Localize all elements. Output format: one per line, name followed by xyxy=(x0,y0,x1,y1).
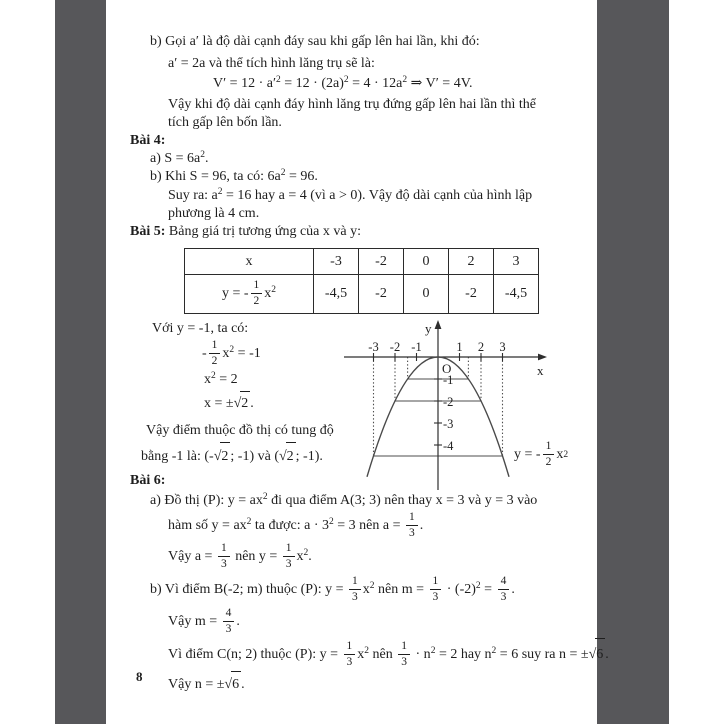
table-function-label: y = - $\frac{1}{2}$ $x^2$ xyxy=(185,275,314,314)
exercise-6b-line-2: Vậy m = $\frac{4}{3}$ . xyxy=(168,607,240,635)
x-tick-label: -2 xyxy=(389,340,401,355)
y-tick-label: -2 xyxy=(443,395,454,410)
x-tick-label: -3 xyxy=(368,340,379,355)
y-tick-label: -3 xyxy=(443,417,454,432)
prism-conclusion-line-1: Vậy khi độ dài cạnh đáy hình lăng trụ đứng gấp lên hai lần thì thể xyxy=(168,96,536,112)
exercise-4a-line: a) $S = 6a^2$. xyxy=(150,150,209,167)
table-value-row: y = - $\frac{1}{2}$ $x^2$ -4,5 -2 0 -2 -4,5 xyxy=(185,275,539,314)
equation-line-3: x = ±√2 . xyxy=(204,391,342,416)
table-header-x: x xyxy=(185,249,314,275)
y-axis-label: y xyxy=(425,321,432,337)
with-y-line: Với y = -1, ta có: xyxy=(152,321,249,337)
conclusion-line-2: bằng -1 là: (-√2 ; -1) và (√2 ; -1). xyxy=(141,442,342,470)
exercise-6b-line-4: Vậy n = ±√6 . xyxy=(168,671,588,698)
y-tick-label: -4 xyxy=(443,439,454,454)
conclusion-line-1: Vậy điểm thuộc đồ thị có tung độ xyxy=(146,423,334,439)
prism-volume-formula: $V' = 12 \cdot a'^2 = 12 \cdot (2a)^2 = 4 \cdot 12a^2$ ⇒ V′ = 4V. xyxy=(213,75,473,92)
x-axis-arrow xyxy=(538,354,547,361)
origin-label: O xyxy=(442,361,452,377)
prism-conclusion-line-2: tích gấp lên bốn lần. xyxy=(168,114,282,130)
x-tick-label: 1 xyxy=(456,340,463,355)
exercise-5-solution-text xyxy=(130,319,342,469)
exercise-6a-line-1: a) Đồ thị (P): $y = ax^2$ đi qua điểm A(3; 3) nên thay x = 3 và y = 3 vào xyxy=(150,492,538,509)
x-tick-label: 2 xyxy=(477,340,485,355)
parabola-figure xyxy=(342,319,588,469)
exercise-4b-result-line-1: Suy ra: $a^2 = 16$ hay a = 4 (vì a > 0). Vậy độ dài cạnh của hình lập xyxy=(168,186,533,203)
exercise-6b-line-1: b) Vì điểm B(-2; m) thuộc (P): y = $\frac{1}{3}$ $x^2$ nên m = $\frac{1}{3}$ · $(-2)^2$ = $\frac{4}{3}$ . xyxy=(150,575,515,603)
prism-side-line: a′ = 2a và thể tích hình lăng trụ sẽ là: xyxy=(168,56,375,72)
exercise-5-heading: Bài 5: Bảng giá trị tương ứng của x và y: xyxy=(130,224,361,240)
x-axis-label: x xyxy=(537,363,544,379)
exercise-4b-result-line-2: phương là 4 cm. xyxy=(168,205,260,221)
x-tick-label: 3 xyxy=(499,340,506,355)
exercise-6-heading: Bài 6: xyxy=(130,473,166,489)
exercise-6a-line-3: Vậy a = $\frac{1}{3}$ nên y = $\frac{1}{3}$ $x^2$. xyxy=(168,542,312,570)
exercise-4-heading: Bài 4: xyxy=(130,133,166,149)
exercise-6b-line-3: Vì điểm C(n; 2) thuộc (P): y = $\frac{1}{3}$ $x^2$ nên $\frac{1}{3}$ · $n^2 = 2$ hay $n^2 = 6$ suy ra n = ±√6 xyxy=(168,638,588,671)
page-content xyxy=(130,0,604,698)
exercise-5-solution-row xyxy=(130,319,588,469)
equation-line-2: $x^2 = 2$ xyxy=(204,371,238,388)
prism-intro-line: b) Gọi a′ là độ dài cạnh đáy sau khi gấp lên hai lần, khi đó: xyxy=(150,34,480,49)
exercise-4b-line: b) Khi S = 96, ta có: $6a^2 = 96$. xyxy=(150,168,318,185)
exercise-6a-line-2: hàm số $y = ax^2$ ta được: $a \cdot 3^2 = 3$ nên a = $\frac{1}{3}$ . xyxy=(168,511,424,539)
curve-equation-label: y = - $\frac{1}{2}$ x 2 xyxy=(514,440,569,468)
left-shadow-strip xyxy=(55,0,106,724)
equation-line-1: - $\frac{1}{2}$ $x^2 = -1$ xyxy=(202,339,261,367)
right-shadow-strip xyxy=(597,0,669,724)
x-tick-label: -1 xyxy=(411,340,422,355)
y-axis-arrow xyxy=(435,320,442,329)
page-number: 8 xyxy=(136,669,143,684)
y-tick-label: -1 xyxy=(443,373,454,388)
value-table xyxy=(184,248,539,314)
table-header-row: x -3 -2 0 2 3 xyxy=(185,249,539,275)
